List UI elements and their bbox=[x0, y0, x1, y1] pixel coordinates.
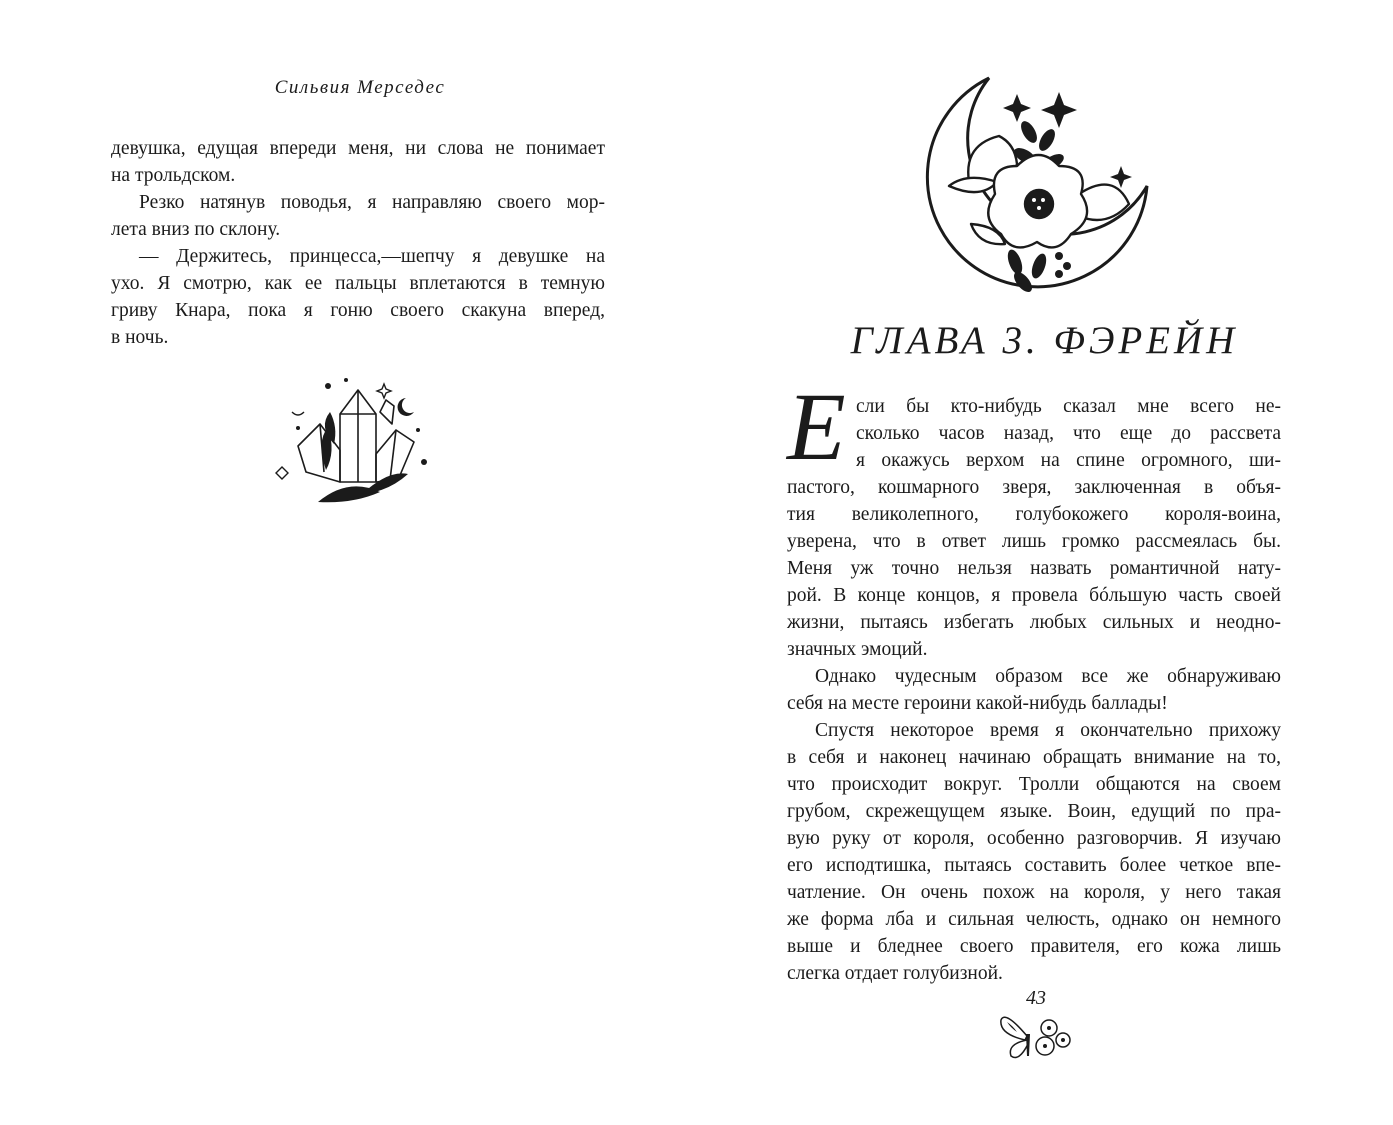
text-line: — Держитесь, принцесса,—шепчу я девушке на bbox=[139, 246, 605, 267]
text-line: чатление. Он очень похож на короля, у него такая bbox=[787, 882, 1281, 903]
text-line: сколько часов назад, что еще до рассвета bbox=[856, 423, 1281, 444]
text-line: девушка, едущая впереди меня, ни слова не понимает bbox=[111, 138, 605, 159]
chapter-title: ГЛАВА 3. ФЭРЕЙН bbox=[850, 319, 1239, 362]
butterfly-flower-ornament-icon bbox=[997, 1010, 1075, 1066]
text-line: жизни, пытаясь избегать любых сильных и неодно- bbox=[787, 612, 1281, 633]
text-line: гриву Кнара, пока я гоню своего скакуна вперед, bbox=[111, 300, 605, 321]
running-head-author: Сильвия Мерседес bbox=[274, 77, 446, 98]
text-line: Резко натянув поводья, я направляю своего мор- bbox=[139, 192, 605, 213]
text-line: пастого, кошмарного зверя, заключенная в объя- bbox=[787, 477, 1281, 498]
page-number: 43 bbox=[1026, 987, 1046, 1009]
right-page-text bbox=[787, 393, 1281, 987]
drop-cap: Е bbox=[787, 373, 846, 480]
text-line: в ночь. bbox=[111, 327, 169, 348]
text-line: слегка отдает голубизной. bbox=[787, 963, 1003, 984]
crystal-ornament-icon bbox=[268, 372, 448, 512]
text-line: Однако чудесным образом все же обнаруживаю bbox=[815, 666, 1281, 687]
text-line: что происходит вокруг. Тролли общаются на своем bbox=[787, 774, 1281, 795]
text-line: в себя и наконец начинаю обращать внимание на то, bbox=[787, 747, 1281, 768]
text-line: себя на месте героини какой-нибудь баллады! bbox=[787, 693, 1168, 714]
moon-flower-ornament-icon bbox=[919, 66, 1159, 301]
text-line: же форма лба и сильная челюсть, однако он немного bbox=[787, 909, 1281, 930]
text-line: ухо. Я смотрю, как ее пальцы вплетаются в темную bbox=[111, 273, 605, 294]
text-line: рой. В конце концов, я провела бóльшую часть своей bbox=[787, 585, 1281, 606]
text-line: значных эмоций. bbox=[787, 639, 928, 660]
text-line: я окажусь верхом на спине огромного, ши- bbox=[856, 450, 1281, 471]
text-line: вую руку от короля, особенно разговорчив. Я изучаю bbox=[787, 828, 1281, 849]
text-line: его исподтишка, пытаясь составить более четкое впе- bbox=[787, 855, 1281, 876]
text-line: лета вниз по склону. bbox=[111, 219, 281, 240]
text-line: сли бы кто-нибудь сказал мне всего не- bbox=[856, 396, 1281, 417]
text-line: уверена, что в ответ лишь громко рассмеялась бы. bbox=[787, 531, 1281, 552]
text-line: Меня уж точно нельзя назвать романтичной нату- bbox=[787, 558, 1281, 579]
text-line: выше и бледнее своего правителя, его кожа лишь bbox=[787, 936, 1281, 957]
text-line: Спустя некоторое время я окончательно прихожу bbox=[815, 720, 1281, 741]
text-line: на трольдском. bbox=[111, 165, 236, 186]
text-line: тия великолепного, голубокожего короля-воина, bbox=[787, 504, 1281, 525]
text-line: грубом, скрежещущем языке. Воин, едущий по пра- bbox=[787, 801, 1281, 822]
left-page-text bbox=[111, 135, 605, 351]
